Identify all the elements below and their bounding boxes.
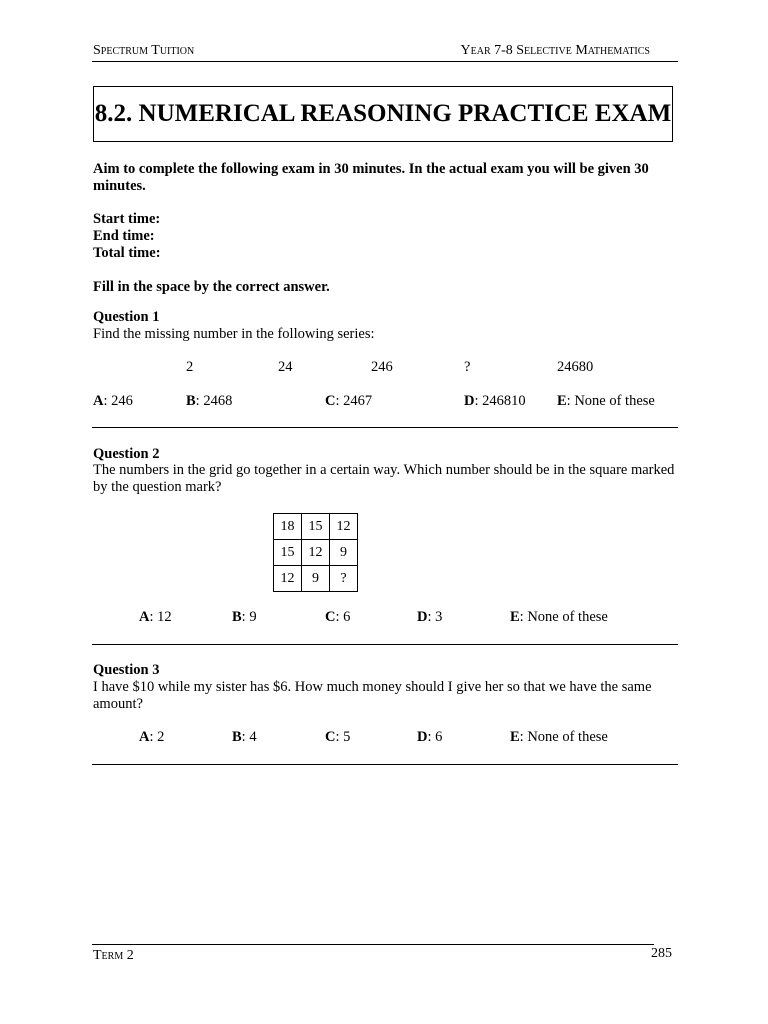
option-letter: C: [325, 393, 336, 409]
option-letter: D: [417, 609, 428, 625]
question-divider: [92, 764, 678, 765]
option-c[interactable]: [325, 729, 350, 746]
option-value: : 6: [427, 729, 443, 745]
option-value: : 2468: [195, 393, 233, 409]
option-value: : 9: [241, 609, 257, 625]
option-c[interactable]: [325, 609, 350, 626]
option-letter: E: [557, 393, 567, 409]
option-value: : 2467: [335, 393, 373, 409]
option-a[interactable]: [93, 393, 133, 410]
option-d[interactable]: [417, 609, 442, 626]
option-letter: C: [325, 729, 336, 745]
question-1-series: [0, 359, 768, 379]
option-value: : 3: [427, 609, 443, 625]
option-letter: D: [464, 393, 475, 409]
option-value: : None of these: [519, 609, 608, 625]
question-3-options: [0, 729, 768, 749]
instruction-text: Fill in the space by the correct answer.: [93, 279, 330, 295]
footer-term: Term 2: [93, 948, 134, 963]
option-letter: A: [93, 393, 104, 409]
option-letter: E: [510, 729, 520, 745]
option-c[interactable]: [325, 393, 372, 410]
option-value: : 5: [335, 729, 351, 745]
question-1-options: [0, 393, 768, 413]
grid-cell: 15: [302, 514, 330, 540]
question-2-title: Question 2: [93, 446, 160, 462]
option-letter: A: [139, 609, 150, 625]
option-letter: C: [325, 609, 336, 625]
option-letter: D: [417, 729, 428, 745]
option-letter: E: [510, 609, 520, 625]
option-e[interactable]: [510, 609, 608, 626]
option-e[interactable]: [510, 729, 608, 746]
header-right: Year 7-8 Selective Mathematics: [460, 43, 650, 58]
grid-cell: 15: [274, 540, 302, 566]
series-term: 246: [371, 359, 393, 375]
option-letter: B: [232, 729, 242, 745]
option-value: : None of these: [519, 729, 608, 745]
question-3-title: Question 3: [93, 662, 160, 678]
option-letter: B: [186, 393, 196, 409]
question-1-title: Question 1: [93, 309, 160, 325]
option-a[interactable]: [139, 609, 172, 626]
question-3-text: I have $10 while my sister has $6. How much money should I give her so that we have the same amount?: [93, 679, 652, 712]
option-b[interactable]: [186, 393, 232, 410]
grid-cell: 18: [274, 514, 302, 540]
number-grid: [273, 513, 358, 592]
option-letter: A: [139, 729, 150, 745]
intro-text: Aim to complete the following exam in 30 minutes. In the actual exam you will be given 30 minutes.: [93, 161, 649, 194]
option-value: : 246810: [474, 393, 526, 409]
header-rule: [92, 61, 678, 62]
option-d[interactable]: [417, 729, 442, 746]
option-value: : 4: [241, 729, 257, 745]
footer-rule: [92, 944, 654, 945]
time-fields: [93, 211, 161, 262]
total-time-label: Total time:: [93, 245, 161, 261]
option-b[interactable]: [232, 729, 257, 746]
grid-cell-unknown: ?: [330, 566, 358, 592]
option-a[interactable]: [139, 729, 164, 746]
question-divider: [92, 644, 678, 645]
question-1-text: Find the missing number in the following series:: [93, 326, 375, 342]
series-term: 24: [278, 359, 293, 375]
option-e[interactable]: [557, 393, 655, 410]
option-value: : None of these: [566, 393, 655, 409]
option-letter: B: [232, 609, 242, 625]
exam-title: [93, 86, 673, 142]
series-term: ?: [464, 359, 471, 375]
option-value: : 6: [335, 609, 351, 625]
start-time-label: Start time:: [93, 211, 161, 227]
end-time-label: End time:: [93, 228, 155, 244]
question-2-text: The numbers in the grid go together in a certain way. Which number should be in the square marked by the question mark?: [93, 462, 675, 495]
grid-cell: 12: [274, 566, 302, 592]
series-term: 24680: [557, 359, 594, 375]
option-value: : 12: [149, 609, 172, 625]
question-2-options: [0, 609, 768, 629]
option-value: : 246: [103, 393, 133, 409]
grid-cell: 12: [330, 514, 358, 540]
option-value: : 2: [149, 729, 165, 745]
page-number: 285: [651, 946, 672, 961]
grid-cell: 9: [330, 540, 358, 566]
header-left: Spectrum Tuition: [93, 43, 195, 58]
option-b[interactable]: [232, 609, 257, 626]
option-d[interactable]: [464, 393, 526, 410]
exam-title-text: 8.2. NUMERICAL REASONING PRACTICE EXAM: [94, 100, 672, 127]
grid-cell: 12: [302, 540, 330, 566]
series-term: 2: [186, 359, 194, 375]
grid-cell: 9: [302, 566, 330, 592]
question-divider: [92, 427, 678, 428]
